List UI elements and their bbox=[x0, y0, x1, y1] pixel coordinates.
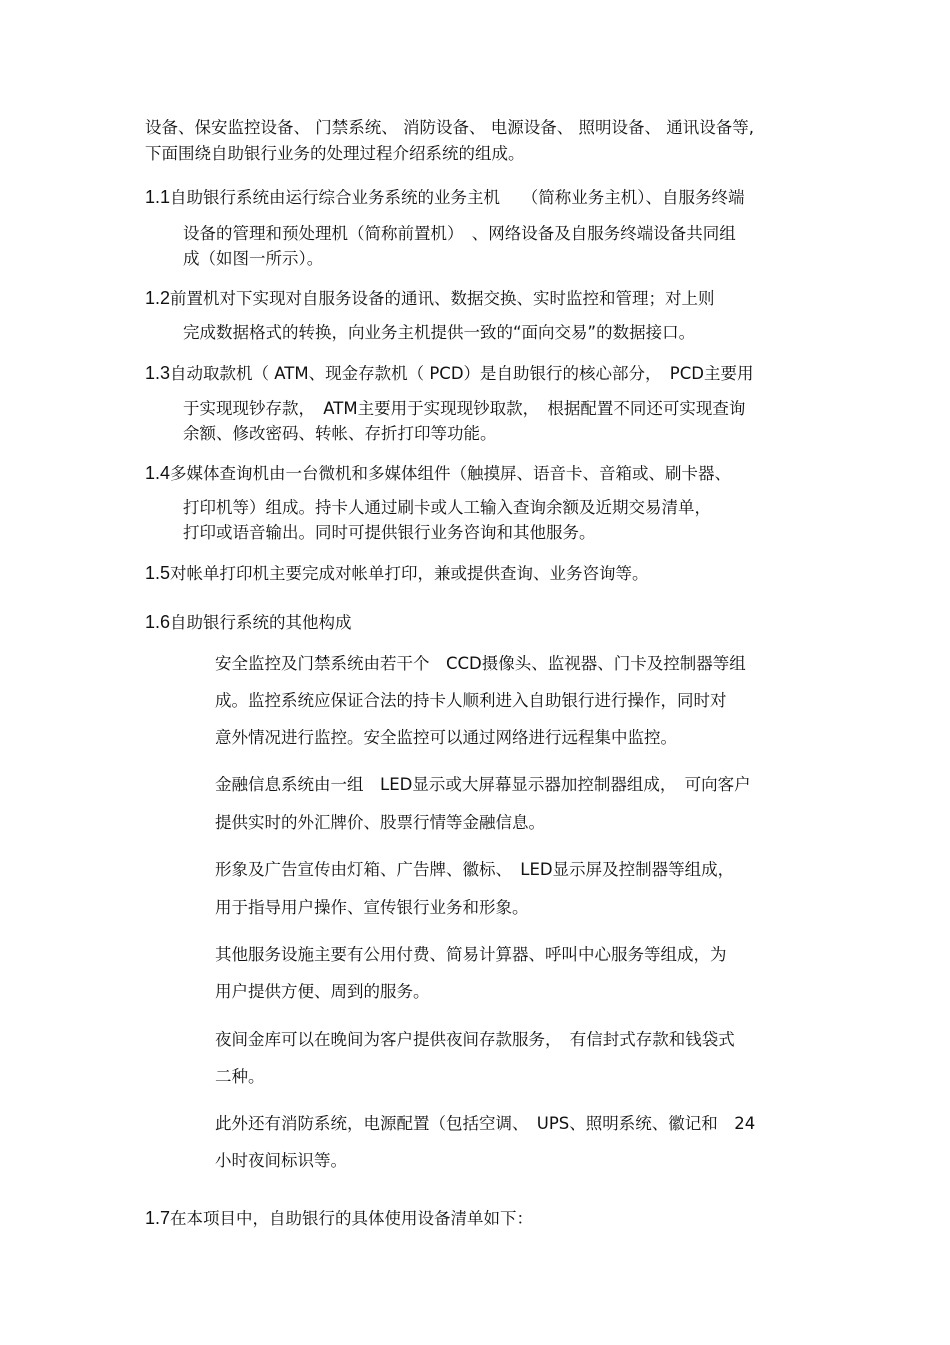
subsection-line: 意外情况进行监控。安全监控可以通过网络进行远程集中监控。 bbox=[215, 728, 677, 747]
subsection-line: 成。监控系统应保证合法的持卡人顺利进入自助银行进行操作，同时对 bbox=[215, 691, 727, 710]
section-number: 1.7 bbox=[145, 1208, 171, 1228]
section-text: 自助银行系统由运行综合业务系统的业务主机 （简称业务主机）、自服务终端 bbox=[170, 188, 745, 207]
section-1-3-line: 余额、修改密码、转帐、存折打印等功能。 bbox=[183, 424, 497, 443]
subsection-line: 用于指导用户操作、宣传银行业务和形象。 bbox=[215, 898, 529, 917]
section-number: 1.4 bbox=[145, 463, 171, 483]
subsection-line: 此外还有消防系统，电源配置（包括空调、 UPS、照明系统、徽记和 24 bbox=[215, 1114, 756, 1133]
section-1-7-heading-line bbox=[145, 1207, 533, 1230]
section-1-4-line: 打印或语音输出。同时可提供银行业务咨询和其他服务。 bbox=[183, 523, 596, 542]
section-1-3-line: 于实现现钞存款， ATM主要用于实现现钞取款， 根据配置不同还可实现查询 bbox=[183, 399, 746, 418]
intro-line: 下面围绕自助银行业务的处理过程介绍系统的组成。 bbox=[145, 144, 525, 163]
section-1-5-heading-line bbox=[145, 562, 649, 585]
section-number: 1.3 bbox=[145, 363, 171, 383]
section-text: 对帐单打印机主要完成对帐单打印，兼或提供查询、业务咨询等。 bbox=[170, 564, 649, 583]
subsection-line: 用户提供方便、周到的服务。 bbox=[215, 982, 430, 1001]
subsection-line: 小时夜间标识等。 bbox=[215, 1151, 347, 1170]
subsection-line: 提供实时的外汇牌价、股票行情等金融信息。 bbox=[215, 813, 545, 832]
section-1-3-heading-line bbox=[145, 362, 753, 385]
subsection-line: 其他服务设施主要有公用付费、简易计算器、呼叫中心服务等组成，为 bbox=[215, 945, 727, 964]
subsection-line: 金融信息系统由一组 LED显示或大屏幕显示器加控制器组成， 可向客户 bbox=[215, 775, 751, 794]
section-text: 在本项目中，自助银行的具体使用设备清单如下： bbox=[170, 1209, 534, 1228]
section-text: 多媒体查询机由一台微机和多媒体组件（触摸屏、语音卡、音箱或、刷卡器、 bbox=[170, 464, 732, 483]
section-title: 自助银行系统的其他构成 bbox=[170, 613, 352, 632]
section-1-4-line: 打印机等）组成。持卡人通过刷卡或人工输入查询余额及近期交易清单， bbox=[183, 498, 711, 517]
section-1-1-line: 设备的管理和预处理机（简称前置机） 、网络设备及自服务终端设备共同组 bbox=[183, 224, 736, 243]
section-text: 自动取款机（ ATM、现金存款机（ PCD）是自助银行的核心部分， PCD主要用 bbox=[170, 364, 754, 383]
section-1-2-line: 完成数据格式的转换，向业务主机提供一致的“面向交易”的数据接口。 bbox=[183, 323, 696, 342]
section-1-4-heading-line bbox=[145, 462, 731, 485]
section-1-1-heading-line bbox=[145, 186, 745, 209]
subsection-line: 二种。 bbox=[215, 1067, 265, 1086]
section-1-2-heading-line bbox=[145, 287, 715, 310]
section-number: 1.1 bbox=[145, 187, 171, 207]
subsection-line: 夜间金库可以在晚间为客户提供夜间存款服务， 有信封式存款和钱袋式 bbox=[215, 1030, 735, 1049]
section-1-1-line: 成（如图一所示）。 bbox=[183, 249, 324, 268]
intro-line: 设备、保安监控设备、 门禁系统、 消防设备、 电源设备、 照明设备、 通讯设备等, bbox=[145, 118, 754, 137]
subsection-line: 形象及广告宣传由灯箱、广告牌、徽标、 LED显示屏及控制器等组成， bbox=[215, 860, 735, 879]
subsection-line: 安全监控及门禁系统由若干个 CCD摄像头、监视器、门卡及控制器等组 bbox=[215, 654, 746, 673]
section-text: 前置机对下实现对自服务设备的通讯、数据交换、实时监控和管理；对上则 bbox=[170, 289, 715, 308]
section-number: 1.2 bbox=[145, 288, 171, 308]
section-number: 1.6 bbox=[145, 612, 171, 632]
section-number: 1.5 bbox=[145, 563, 171, 583]
section-1-6-heading-line bbox=[145, 611, 352, 634]
